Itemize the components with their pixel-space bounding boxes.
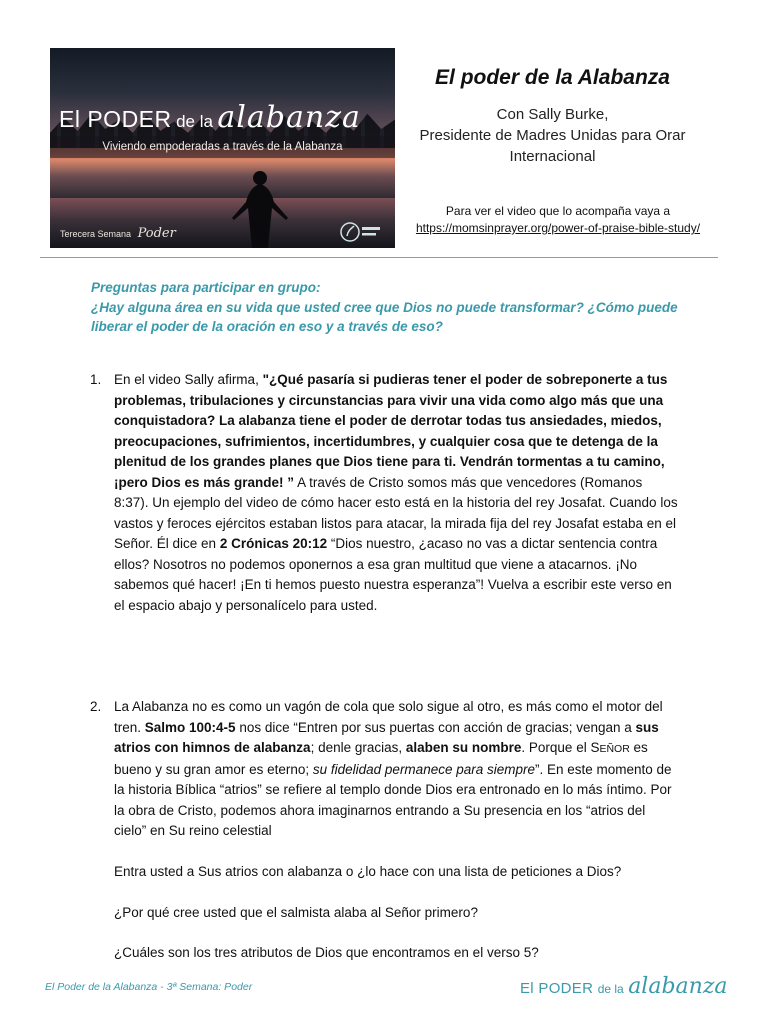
footer-logo-script: alabanza [628,974,728,999]
video-note: Para ver el video que lo acompaña vaya a [445,204,671,218]
banner-title-part1: El PODER [59,106,172,132]
banner-title [59,100,361,135]
question-text: En el video Sally afirma, "¿Qué pasaría si pudieras tener el poder de sobreponerte a tus problemas, tribulaciones y circunstancias para vivir una vida como algo más que una conquistadora? La alabanza tiene el poder de derrotar todas tus ansiedades, miedos, preocupaciones, sufrimientos, incertidumbres, y cualquier cosa que te detenga de la plenitud de los grandes planes que Dios tiene para ti. Vendrán tormentas a tu camino, ¡pero Dios es más grande! ” A través de Cristo somos más que vencedores (Romanos 8:37). Un ejemplo del video de cómo hacer esto está en la historia del rey Josafat. Cuando los vastos y feroces ejércitos estaban listos para atacar, la mirada fija del rey Josafat estaba en el Señor. Él dice en 2 Crónicas 20:12 “Dios nuestro, ¿acaso no vas a dictar sentencia contra ellos? Nosotros no podemos oponernos a esa gran multitud que viene a atacarnos. ¡No sabemos qué hacer! ¡En ti hemos puesto nuestra esperanza”! Vuelva a escribir este verso en el espacio abajo y personalícelo para usted. [114,372,678,613]
banner-image [50,48,395,248]
author-block [400,104,705,167]
question-text: La Alabanza no es como un vagón de cola que solo sigue al otro, es más como el motor del tren. Salmo 100:4-5 nos dice “Entren por sus puertas con acción de gracias; vengan a sus atrios con himnos de alabanza; denle gracias, alaben su nombre. Porque el SEÑOR es bueno y su gran amor es eterno; su fidelidad permanece para siempre”. En este momento de la historia Bíblica “atrios” se refiere al templo donde Dios era entronado en lo más íntimo. Por la obra de Cristo, podemos ahora imaginarnos entrando a Su presencia en los “atrios del cielo” en Su reino celestial [114,699,672,838]
followup-question: ¿Por qué cree usted que el salmista alaba al Señor primero? [114,905,478,920]
question-number: 2. [90,699,102,714]
followup-question: Entra usted a Sus atrios con alabanza o ¿lo hace con una lista de peticiones a Dios? [114,864,622,879]
banner-week-label: Terecera Semana [60,229,132,239]
footer-logo-part1: El PODER [520,980,594,997]
video-note-block [398,203,718,237]
footer-caption: El Poder de la Alabanza - 3ª Semana: Poder [45,981,253,993]
group-questions-prompt: ¿Hay alguna área en su vida que usted cree que Dios no puede transformar? ¿Cómo puede liberar el poder de la oración en eso y a través de eso? [91,299,678,334]
question-number: 1. [90,372,102,387]
woman-silhouette-icon [230,166,290,248]
banner-subtitle: Viviendo empoderadas a través de la Alabanza [50,136,395,158]
page-title: El poder de la Alabanza [435,66,670,89]
banner-week-script: Poder [137,226,176,241]
video-link[interactable]: https://momsinprayer.org/power-of-praise-bible-study/ [415,221,701,235]
group-questions [91,278,691,337]
footer-logo-part2: de la [597,982,624,996]
footer-logo [520,974,728,999]
group-questions-heading: Preguntas para participar en grupo: [91,280,321,295]
banner-week [60,226,176,241]
author-line: Con Sally Burke, [496,106,609,123]
author-role-line: Presidente de Madres Unidas para Orar [419,127,686,144]
banner-title-part2: de la [176,112,213,131]
followup-question: ¿Cuáles son los tres atributos de Dios que encontramos en el verso 5? [114,945,539,960]
moms-in-prayer-logo-icon [340,218,382,246]
banner-title-script: alabanza [217,100,361,135]
author-org-line: Internacional [509,148,596,165]
header-divider [40,257,718,258]
